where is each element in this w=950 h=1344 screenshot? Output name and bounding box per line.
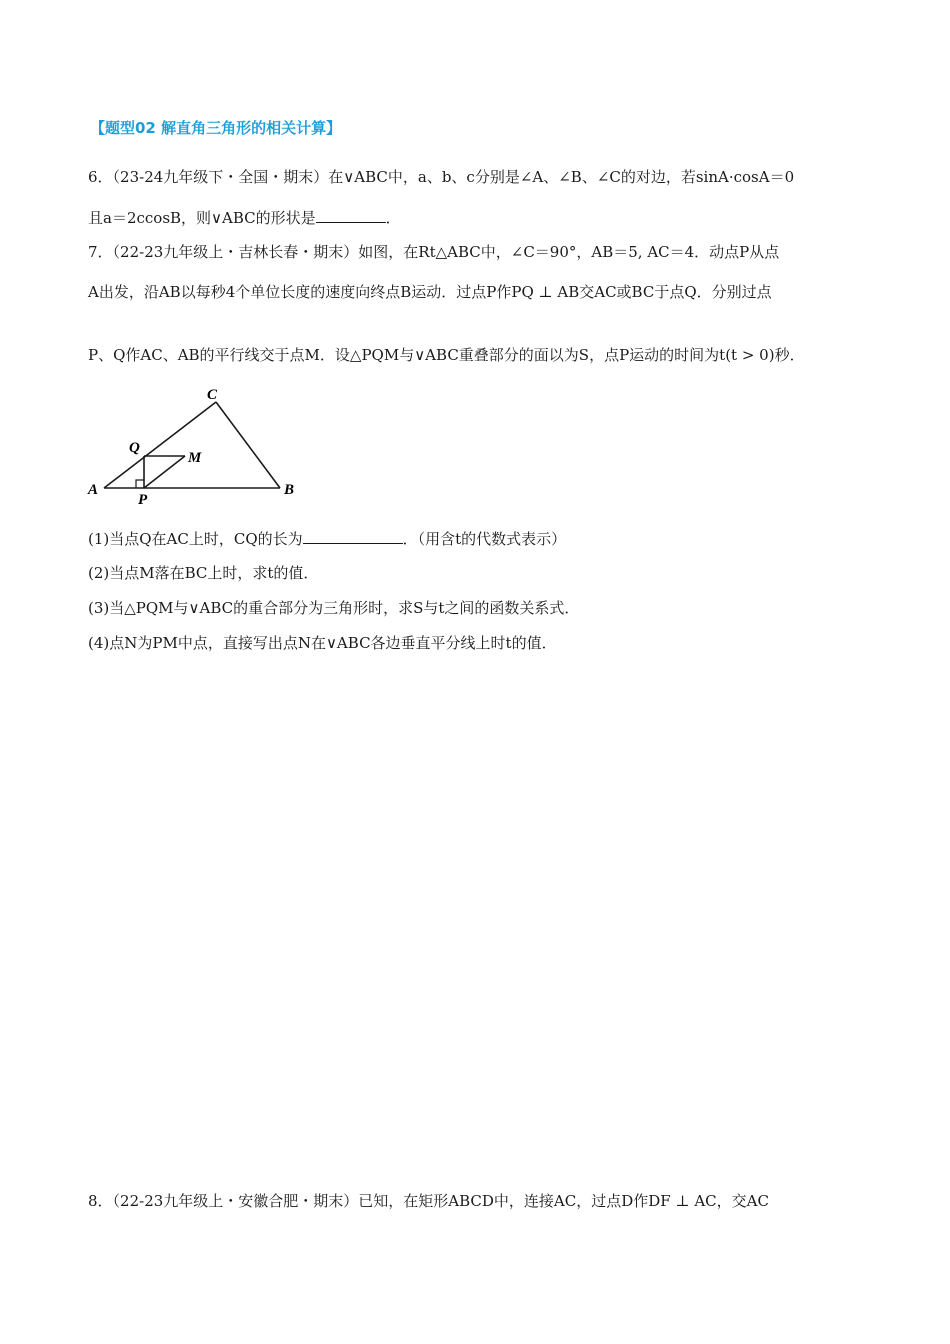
q7-sub-2: (2)当点M落在BC上时，求t的值． (88, 564, 319, 582)
q7-sub-1-text: (1)当点Q在AC上时，CQ的长为 (88, 530, 303, 548)
q8-line-1: 8．（22-23九年级上・安徽合肥・期末）已知，在矩形ABCD中，连接AC，过点D作DF ⊥ AC，交AC (88, 1192, 769, 1210)
q7-answer-blank (303, 527, 403, 544)
q6-answer-blank (316, 206, 386, 223)
q6-line-2 (88, 206, 401, 229)
q7-sub-4: (4)点N为PM中点，直接写出点N在∨ABC各边垂直平分线上时t的值． (88, 634, 557, 652)
triangle-figure (80, 378, 320, 508)
label-a: A (88, 482, 99, 498)
q7-sub-1-end: ．（用含t的代数式表示） (402, 530, 567, 548)
label-q: Q (129, 440, 140, 456)
q6-line-2-text: 且a＝2ccosB，则∨ABC的形状是 (88, 209, 316, 227)
label-p: P (138, 492, 148, 508)
segment-pm (144, 456, 185, 488)
q7-line-2: A出发，沿AB以每秒4个单位长度的速度向终点B运动．过点P作PQ ⊥ AB交AC或BC于点Q．分别过点 (88, 283, 772, 301)
q7-sub-3: (3)当△PQM与∨ABC的重合部分为三角形时，求S与t之间的函数关系式． (88, 599, 580, 617)
right-angle-mark (136, 480, 144, 488)
label-c: C (207, 387, 218, 403)
label-m: M (188, 450, 202, 466)
q6-line-1: 6．（23-24九年级下・全国・期末）在∨ABC中，a、b、c分别是∠A、∠B、∠C的对边，若sinA·cosA＝0 (88, 168, 795, 186)
label-b: B (284, 482, 295, 498)
segment-bc (216, 402, 280, 488)
q7-line-3: P、Q作AC、AB的平行线交于点M．设△PQM与∨ABC重叠部分的面以为S，点P运动的时间为t(t > 0)秒． (88, 346, 805, 364)
q7-sub-1 (88, 527, 566, 550)
q6-line-2-end: ． (385, 209, 401, 227)
q7-line-1: 7．（22-23九年级上・吉林长春・期末）如图，在Rt△ABC中，∠C＝90°，AB＝5, AC＝4．动点P从点 (88, 243, 780, 261)
section-heading: 【题型02 解直角三角形的相关计算】 (90, 119, 342, 137)
